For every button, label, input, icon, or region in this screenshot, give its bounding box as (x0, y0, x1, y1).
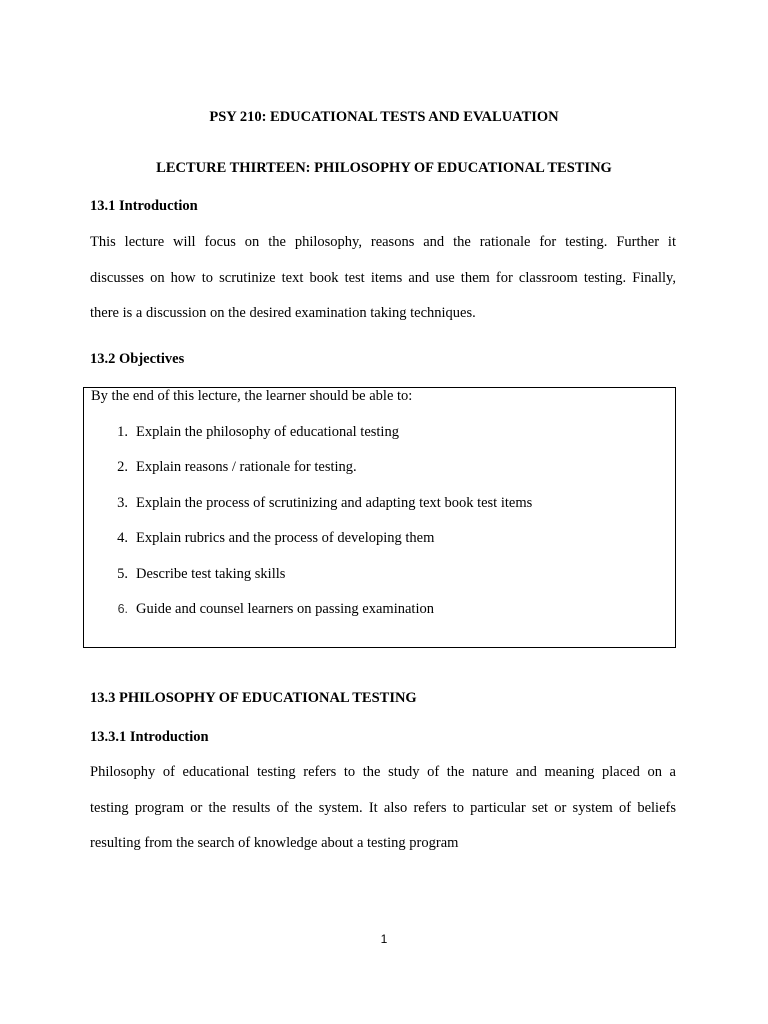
philosophy-section-heading: 13.3 PHILOSOPHY OF EDUCATIONAL TESTING (90, 690, 417, 706)
objectives-intro: By the end of this lecture, the learner should be able to: (91, 388, 413, 404)
introduction-paragraph (90, 234, 676, 341)
list-number: 4. (117, 530, 128, 546)
introduction-heading: 13.1 Introduction (90, 198, 198, 214)
objective-text: Explain the philosophy of educational testing (136, 424, 399, 440)
objective-item (84, 601, 674, 621)
paragraph-line: This lecture will focus on the philosophy, reasons and the rationale for testing. Further it (90, 234, 676, 250)
objective-item (84, 424, 674, 444)
objective-item (84, 566, 674, 586)
objective-text: Guide and counsel learners on passing examination (136, 601, 434, 617)
list-number: 5. (117, 566, 128, 582)
objective-text: Explain rubrics and the process of developing them (136, 530, 435, 546)
list-number: 1. (117, 424, 128, 440)
philosophy-introduction-subheading: 13.3.1 Introduction (90, 729, 209, 745)
objectives-heading: 13.2 Objectives (90, 351, 185, 367)
list-number: 2. (117, 459, 128, 475)
objective-text: Explain the process of scrutinizing and adapting text book test items (136, 495, 533, 511)
lecture-title: LECTURE THIRTEEN: PHILOSOPHY OF EDUCATIONAL TESTING (156, 160, 612, 176)
list-number: 6. (117, 602, 128, 616)
paragraph-line: there is a discussion on the desired examination taking techniques. (90, 305, 476, 321)
paragraph-line: discusses on how to scrutinize text book test items and use them for classroom testing. Finally, (90, 269, 676, 286)
paragraph-line: resulting from the search of knowledge about a testing program (90, 835, 459, 851)
objective-text: Explain reasons / rationale for testing. (136, 459, 357, 475)
list-number: 3. (117, 495, 128, 511)
paragraph-line: Philosophy of educational testing refers to the study of the nature and meaning placed on a (90, 764, 676, 780)
paragraph-line: testing program or the results of the system. It also refers to particular set or system of beliefs (90, 799, 676, 816)
objective-item (84, 459, 674, 479)
objective-text: Describe test taking skills (136, 566, 286, 582)
philosophy-paragraph (90, 764, 676, 871)
course-title: PSY 210: EDUCATIONAL TESTS AND EVALUATION (209, 109, 559, 125)
objective-item (84, 495, 674, 515)
page-number: 1 (380, 932, 388, 946)
objective-item (84, 530, 674, 550)
objectives-box (83, 387, 676, 648)
